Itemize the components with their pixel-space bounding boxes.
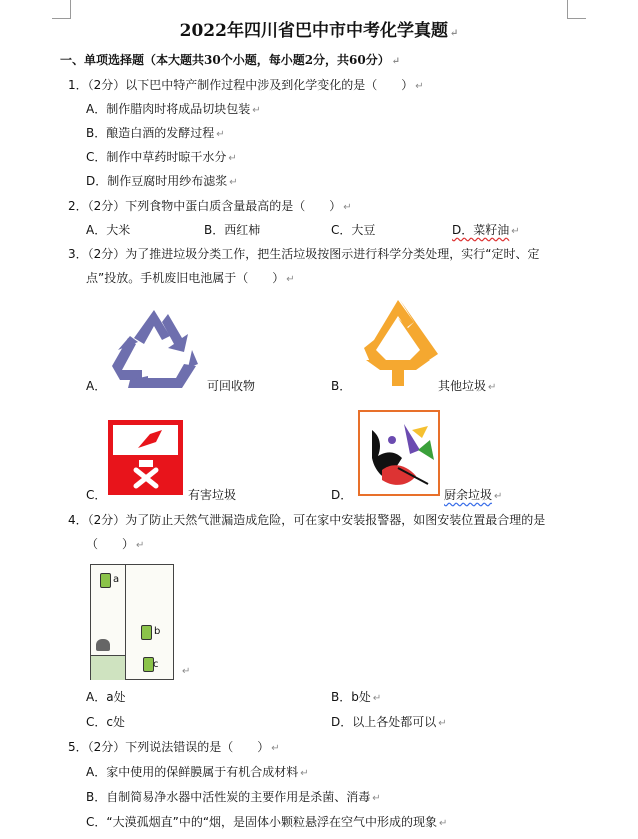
q4-option-b: B．b处 ↵ bbox=[331, 690, 382, 704]
q3-option-b-label: 其他垃圾 ↵ bbox=[438, 379, 497, 393]
q3-stem-line2: 点”投放。手机废旧电池属于（ ） ↵ bbox=[86, 271, 295, 285]
q5-option-c: C．“大漠孤烟直”中的“烟，是固体小颗粒悬浮在空气中形成的现象 ↵ bbox=[86, 815, 448, 829]
q3-option-a-label: 可回收物 bbox=[207, 379, 256, 393]
label-a: a bbox=[113, 574, 120, 585]
recycle-icon bbox=[108, 308, 200, 390]
q1-option-c: C．制作中草药时晾干水分 ↵ bbox=[86, 150, 237, 164]
q4-option-c: C．c处 bbox=[86, 715, 125, 729]
kettle-icon bbox=[96, 639, 110, 651]
q2-option-c: C．大豆 bbox=[331, 223, 376, 237]
q1-option-a: A．制作腊肉时将成品切块包装 ↵ bbox=[86, 102, 261, 116]
q3-option-b-letter: B． bbox=[331, 379, 352, 393]
q4-option-a: A．a处 bbox=[86, 690, 126, 704]
q3-option-c-letter: C． bbox=[86, 488, 107, 502]
q3-option-a-letter: A． bbox=[86, 379, 107, 393]
q3-option-d-letter: D． bbox=[331, 488, 353, 502]
q2-option-a: A．大米 bbox=[86, 223, 131, 237]
label-b: b bbox=[154, 626, 161, 637]
q1-stem: 1．（2分）以下巴中特产制作过程中涉及到化学变化的是（ ） ↵ bbox=[68, 78, 424, 92]
stove-icon bbox=[91, 655, 125, 680]
detector-b-icon bbox=[141, 625, 152, 640]
q3-stem-line1: 3．（2分）为了推进垃圾分类工作，把生活垃圾按图示进行科学分类处理，实行“定时、定 bbox=[68, 247, 540, 261]
q5-option-b: B．自制简易净水器中活性炭的主要作用是杀菌、消毒 ↵ bbox=[86, 790, 381, 804]
q1-option-b: B．酿造白酒的发酵过程 ↵ bbox=[86, 126, 225, 140]
q4-option-d: D．以上各处都可以 ↵ bbox=[331, 715, 447, 729]
detector-a-icon bbox=[100, 573, 111, 588]
q4-stem-line2: （ ） ↵ bbox=[86, 537, 145, 551]
q3-option-c-label: 有害垃圾 bbox=[188, 488, 237, 502]
harmful-waste-icon bbox=[108, 420, 183, 495]
figure-return-mark: ↵ bbox=[182, 666, 191, 677]
q2-option-b: B．西红柿 bbox=[204, 223, 261, 237]
q5-stem: 5．（2分）下列说法错误的是（ ） ↵ bbox=[68, 740, 280, 754]
room-wall-line bbox=[125, 565, 126, 679]
room-figure bbox=[90, 564, 174, 680]
q2-option-d: D．菜籽油 ↵ bbox=[452, 223, 520, 237]
q3-option-d-label: 厨余垃圾 ↵ bbox=[444, 488, 503, 502]
q5-option-a: A．家中使用的保鲜膜属于有机合成材料 ↵ bbox=[86, 765, 309, 779]
q4-stem-line1: 4．（2分）为了防止天然气泄漏造成危险，可在家中安装报警器，如图安装位置最合理的是 bbox=[68, 513, 546, 527]
kitchen-waste-icon bbox=[358, 410, 440, 496]
label-c: c bbox=[153, 659, 159, 670]
section-heading: 一、单项选择题（本大题共30个小题，每小题2分，共60分） ↵ bbox=[60, 53, 401, 67]
page-title: 2022年四川省巴中市中考化学真题 ↵ bbox=[179, 21, 459, 41]
q1-option-d: D．制作豆腐时用纱布滤浆 ↵ bbox=[86, 174, 238, 188]
other-waste-icon bbox=[356, 298, 440, 388]
q2-stem: 2．（2分）下列食物中蛋白质含量最高的是（ ） ↵ bbox=[68, 199, 352, 213]
